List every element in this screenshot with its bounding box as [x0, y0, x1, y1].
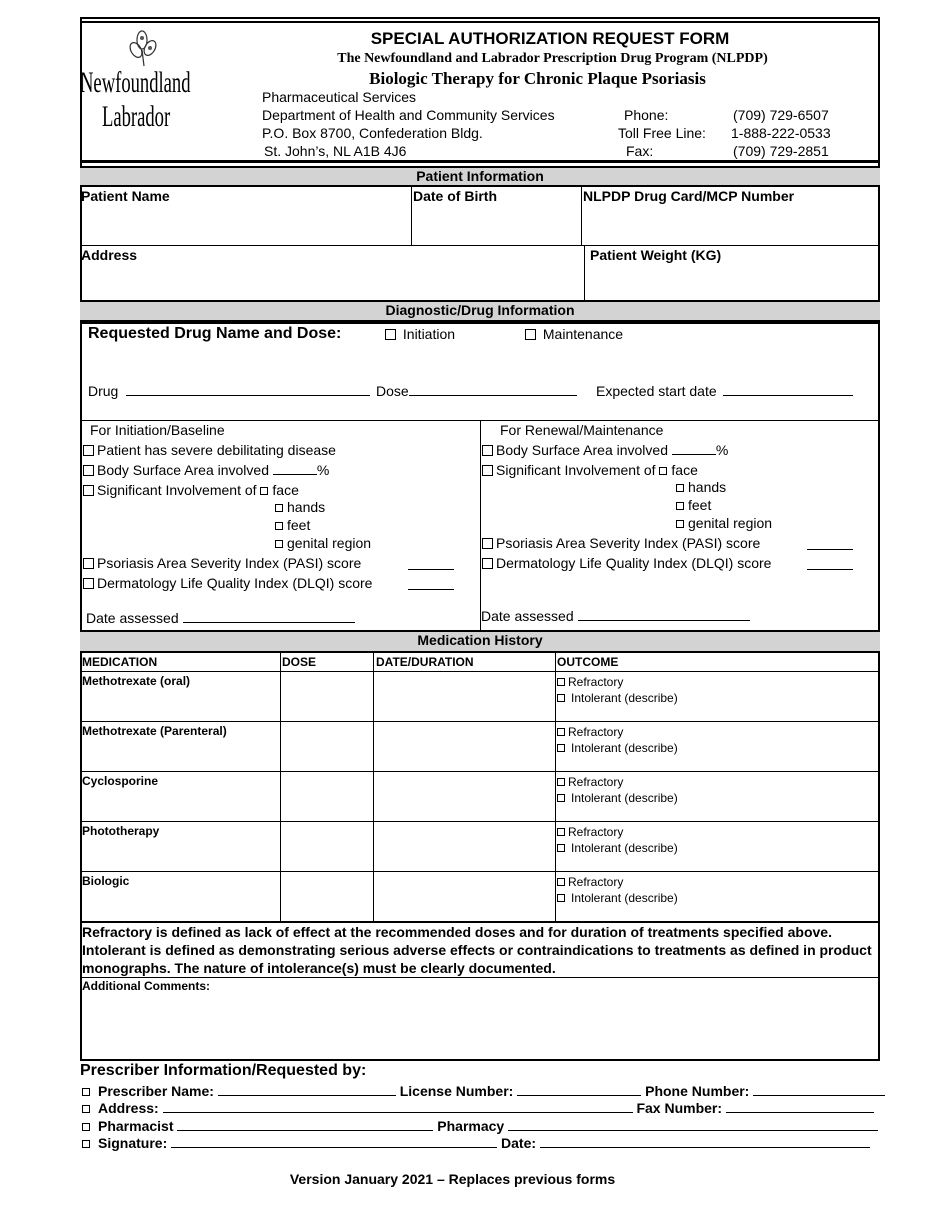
license-label: License Number: — [399, 1083, 514, 1099]
initiation-heading: For Initiation/Baseline — [90, 422, 225, 438]
prescriber-row-4 — [82, 1135, 870, 1151]
address-block — [262, 88, 555, 160]
checkbox[interactable] — [83, 558, 94, 569]
percent-sign: % — [316, 462, 330, 478]
initiation-date-field[interactable] — [183, 610, 355, 623]
option-text: Refractory — [568, 725, 624, 739]
checkbox[interactable] — [557, 694, 565, 702]
fax-label: Fax Number: — [636, 1100, 723, 1116]
date-label: Date assessed — [481, 608, 574, 624]
percent-sign: % — [715, 442, 729, 458]
refractory-option[interactable] — [557, 874, 678, 890]
form-title: SPECIAL AUTHORIZATION REQUEST FORM — [370, 29, 730, 48]
checkbox[interactable] — [83, 465, 94, 476]
item-text: Significant Involvement of — [97, 482, 257, 498]
area-checkbox[interactable] — [659, 467, 667, 475]
divider — [80, 977, 880, 978]
divider — [584, 245, 585, 301]
area-label: hands — [287, 499, 326, 515]
checkbox[interactable] — [83, 485, 94, 496]
area-checkbox[interactable] — [275, 540, 283, 548]
renewal-area-genital[interactable] — [676, 515, 772, 531]
program-name: The Newfoundland and Labrador Prescription Drug Program (NLPDP) — [337, 51, 768, 66]
phone-label: Phone: — [624, 107, 669, 123]
divider — [80, 721, 880, 722]
license-field[interactable] — [517, 1083, 641, 1096]
dlqi-item[interactable] — [83, 575, 372, 591]
option-text: Refractory — [568, 825, 624, 839]
renewal-pasi-field[interactable] — [807, 537, 853, 550]
initiation-date-row — [86, 610, 355, 626]
item-text: Dermatology Life Quality Index (DLQI) score — [97, 575, 373, 591]
divider — [80, 771, 880, 772]
checkbox[interactable] — [557, 894, 565, 902]
renewal-date-row — [481, 608, 750, 624]
area-label: hands — [688, 479, 727, 495]
outcome-options — [557, 674, 678, 706]
address-line: Pharmaceutical Services — [262, 89, 417, 105]
prescriber-row-3 — [82, 1118, 878, 1134]
checkbox[interactable] — [482, 445, 493, 456]
additional-comments-label: Additional Comments: — [82, 979, 210, 993]
pharmacy-field[interactable] — [508, 1118, 878, 1131]
area-feet[interactable] — [275, 517, 310, 533]
province-logo — [80, 28, 205, 138]
option-text: Refractory — [568, 775, 624, 789]
renewal-bsa-field[interactable] — [672, 442, 716, 455]
renewal-significant-item[interactable] — [482, 462, 698, 478]
area-label: face — [671, 462, 698, 478]
medication-history-header: Medication History — [80, 630, 880, 653]
area-checkbox[interactable] — [676, 502, 684, 510]
drug-label: Drug — [88, 383, 119, 399]
col-outcome: OUTCOME — [557, 655, 619, 669]
pharmacist-label: Pharmacist — [98, 1118, 174, 1134]
area-label: genital region — [287, 535, 372, 551]
address-line: P.O. Box 8700, Confederation Bldg. — [262, 125, 483, 141]
checkbox[interactable] — [482, 558, 493, 569]
divider — [480, 420, 481, 630]
fax-value: (709) 729-2851 — [733, 143, 829, 159]
col-date-duration: DATE/DURATION — [376, 655, 474, 669]
refractory-option[interactable] — [557, 774, 678, 790]
definitions-note: Refractory is defined as lack of effect at the recommended doses and for duration of treatments specified above. Intolerant is defined as demonstrating serious adverse effects or contraindications to treatments as defined in product monographs. The nature of intolerance(s) must be clearly documented. — [82, 924, 872, 976]
dob-field[interactable] — [413, 206, 578, 242]
option-text: Intolerant (describe) — [571, 891, 678, 905]
version-footer: Version January 2021 – Replaces previous forms — [289, 1171, 616, 1187]
medication-name: Phototherapy — [82, 824, 160, 838]
checkbox[interactable] — [83, 578, 94, 589]
form-subtitle: Biologic Therapy for Chronic Plaque Psoriasis — [369, 69, 706, 88]
checkbox[interactable] — [82, 1105, 90, 1113]
signature-label: Signature: — [98, 1135, 168, 1151]
col-dose: DOSE — [282, 655, 317, 669]
dlqi-score-field[interactable] — [408, 577, 454, 590]
contact-block — [618, 106, 858, 160]
date-label: Date assessed — [86, 610, 179, 626]
patient-name-field[interactable] — [82, 206, 408, 242]
address-label: Address: — [98, 1100, 159, 1116]
checkbox[interactable] — [482, 538, 493, 549]
item-text: Patient has severe debilitating disease — [97, 442, 336, 458]
intolerant-option[interactable] — [557, 840, 678, 856]
date-label: Date: — [501, 1135, 537, 1151]
divider — [80, 871, 880, 872]
divider — [80, 322, 880, 324]
phone-value: (709) 729-6507 — [733, 107, 829, 123]
renewal-bsa-item[interactable] — [482, 442, 728, 458]
renewal-date-field[interactable] — [578, 608, 750, 621]
checkbox[interactable] — [82, 1123, 90, 1131]
intolerant-option[interactable] — [557, 890, 678, 906]
card-number-label: NLPDP Drug Card/MCP Number — [583, 188, 795, 204]
significant-involvement-item[interactable] — [83, 482, 299, 498]
outcome-options — [557, 824, 678, 856]
header-divider — [80, 160, 880, 163]
prescriber-name-label: Prescriber Name: — [98, 1083, 214, 1099]
drug-info-header: Diagnostic/Drug Information — [80, 300, 880, 322]
divider — [411, 186, 412, 245]
divider — [581, 186, 582, 245]
weight-field[interactable] — [590, 265, 877, 299]
checkbox[interactable] — [557, 678, 565, 686]
prescriber-row-2 — [82, 1100, 874, 1116]
maintenance-label: Maintenance — [542, 326, 624, 342]
refractory-option[interactable] — [557, 824, 678, 840]
item-text: Body Surface Area involved — [97, 462, 269, 478]
flower-icon — [80, 28, 205, 68]
pharmacy-label: Pharmacy — [437, 1118, 505, 1134]
prescriber-heading: Prescriber Information/Requested by: — [80, 1062, 367, 1079]
option-text: Intolerant (describe) — [571, 691, 678, 705]
address-line: Department of Health and Community Services — [262, 107, 555, 123]
dob-label: Date of Birth — [413, 188, 497, 204]
area-label: face — [272, 482, 299, 498]
pasi-score-field[interactable] — [408, 557, 454, 570]
renewal-dlqi-field[interactable] — [807, 557, 853, 570]
checkbox[interactable] — [83, 445, 94, 456]
prescriber-address-field[interactable] — [163, 1100, 633, 1113]
start-date-row — [596, 383, 853, 399]
medication-name: Methotrexate (Parenteral) — [82, 724, 227, 738]
item-text: Significant Involvement of — [496, 462, 656, 478]
address-line: St. John’s, NL A1B 4J6 — [264, 143, 407, 159]
area-checkbox[interactable] — [275, 504, 283, 512]
renewal-dlqi-item[interactable] — [482, 555, 771, 571]
divider — [280, 653, 281, 921]
initiation-checkbox[interactable] — [385, 329, 396, 340]
divider — [80, 245, 880, 246]
medication-name: Cyclosporine — [82, 774, 159, 788]
patient-name-label: Patient Name — [81, 188, 170, 204]
prescriber-name-field[interactable] — [218, 1083, 396, 1096]
area-checkbox[interactable] — [275, 522, 283, 530]
option-text: Intolerant (describe) — [571, 791, 678, 805]
divider — [555, 653, 556, 921]
start-date-label: Expected start date — [596, 383, 717, 399]
weight-label: Patient Weight (KG) — [590, 247, 722, 263]
dose-label: Dose — [376, 383, 409, 399]
maintenance-checkbox[interactable] — [525, 329, 536, 340]
checkbox[interactable] — [557, 878, 565, 886]
area-checkbox[interactable] — [676, 520, 684, 528]
start-date-field[interactable] — [723, 383, 853, 396]
top-rule — [80, 21, 880, 23]
phone-label: Phone Number: — [645, 1083, 750, 1099]
col-medication: MEDICATION — [82, 655, 158, 669]
maintenance-option[interactable] — [525, 326, 623, 342]
area-hands[interactable] — [275, 499, 325, 515]
additional-comments-field[interactable] — [82, 995, 876, 1057]
option-text: Refractory — [568, 875, 624, 889]
checkbox[interactable] — [557, 744, 565, 752]
initiation-label: Initiation — [402, 326, 456, 342]
severe-disease-item[interactable] — [83, 442, 336, 458]
drug-row — [88, 383, 370, 399]
tollfree-label: Toll Free Line: — [618, 125, 706, 141]
initiation-option[interactable] — [385, 326, 455, 342]
area-checkbox[interactable] — [260, 487, 268, 495]
fax-label: Fax: — [626, 143, 654, 159]
fax-field[interactable] — [726, 1100, 874, 1113]
checkbox[interactable] — [557, 844, 565, 852]
date-field[interactable] — [540, 1135, 870, 1148]
checkbox[interactable] — [557, 728, 565, 736]
renewal-area-hands[interactable] — [676, 479, 726, 495]
logo-text-newfoundland: Newfoundland — [80, 66, 191, 99]
area-checkbox[interactable] — [676, 484, 684, 492]
outcome-options — [557, 774, 678, 806]
renewal-area-feet[interactable] — [676, 497, 711, 513]
medication-name: Methotrexate (oral) — [82, 674, 191, 688]
option-text: Refractory — [568, 675, 624, 689]
area-label: genital region — [688, 515, 773, 531]
divider — [80, 821, 880, 822]
bsa-item[interactable] — [83, 462, 329, 478]
logo-text-labrador: Labrador — [102, 100, 171, 133]
divider — [80, 671, 880, 672]
intolerant-option[interactable] — [557, 790, 678, 806]
item-text: Psoriasis Area Severity Index (PASI) score — [97, 555, 362, 571]
renewal-heading: For Renewal/Maintenance — [500, 422, 664, 438]
card-number-field[interactable] — [583, 206, 877, 242]
item-text: Psoriasis Area Severity Index (PASI) score — [496, 535, 761, 551]
address-label: Address — [81, 247, 138, 263]
option-text: Intolerant (describe) — [571, 741, 678, 755]
option-text: Intolerant (describe) — [571, 841, 678, 855]
patient-info-header: Patient Information — [80, 166, 880, 187]
dose-field[interactable] — [409, 383, 577, 396]
medication-name: Biologic — [82, 874, 130, 888]
checkbox[interactable] — [557, 794, 565, 802]
intolerant-option[interactable] — [557, 690, 678, 706]
signature-field[interactable] — [171, 1135, 497, 1148]
checkbox[interactable] — [82, 1140, 90, 1148]
phone-field[interactable] — [753, 1083, 885, 1096]
drug-field[interactable] — [126, 383, 370, 396]
requested-drug-label: Requested Drug Name and Dose: — [88, 325, 342, 342]
prescriber-row-1 — [82, 1083, 885, 1099]
tollfree-value: 1-888-222-0533 — [731, 125, 831, 141]
checkbox[interactable] — [82, 1088, 90, 1096]
item-text: Dermatology Life Quality Index (DLQI) score — [496, 555, 772, 571]
outcome-options — [557, 724, 678, 756]
patient-address-field[interactable] — [82, 265, 580, 299]
pasi-item[interactable] — [83, 555, 361, 571]
item-text: Body Surface Area involved — [496, 442, 668, 458]
refractory-option[interactable] — [557, 724, 678, 740]
checkbox[interactable] — [557, 828, 565, 836]
area-label: feet — [688, 497, 712, 513]
checkbox[interactable] — [557, 778, 565, 786]
intolerant-option[interactable] — [557, 740, 678, 756]
refractory-option[interactable] — [557, 674, 678, 690]
area-genital[interactable] — [275, 535, 371, 551]
pharmacist-field[interactable] — [177, 1118, 433, 1131]
renewal-pasi-item[interactable] — [482, 535, 760, 551]
dose-row — [376, 383, 577, 399]
checkbox[interactable] — [482, 465, 493, 476]
bsa-field[interactable] — [273, 462, 317, 475]
outcome-options — [557, 874, 678, 906]
divider — [373, 653, 374, 921]
area-label: feet — [287, 517, 311, 533]
